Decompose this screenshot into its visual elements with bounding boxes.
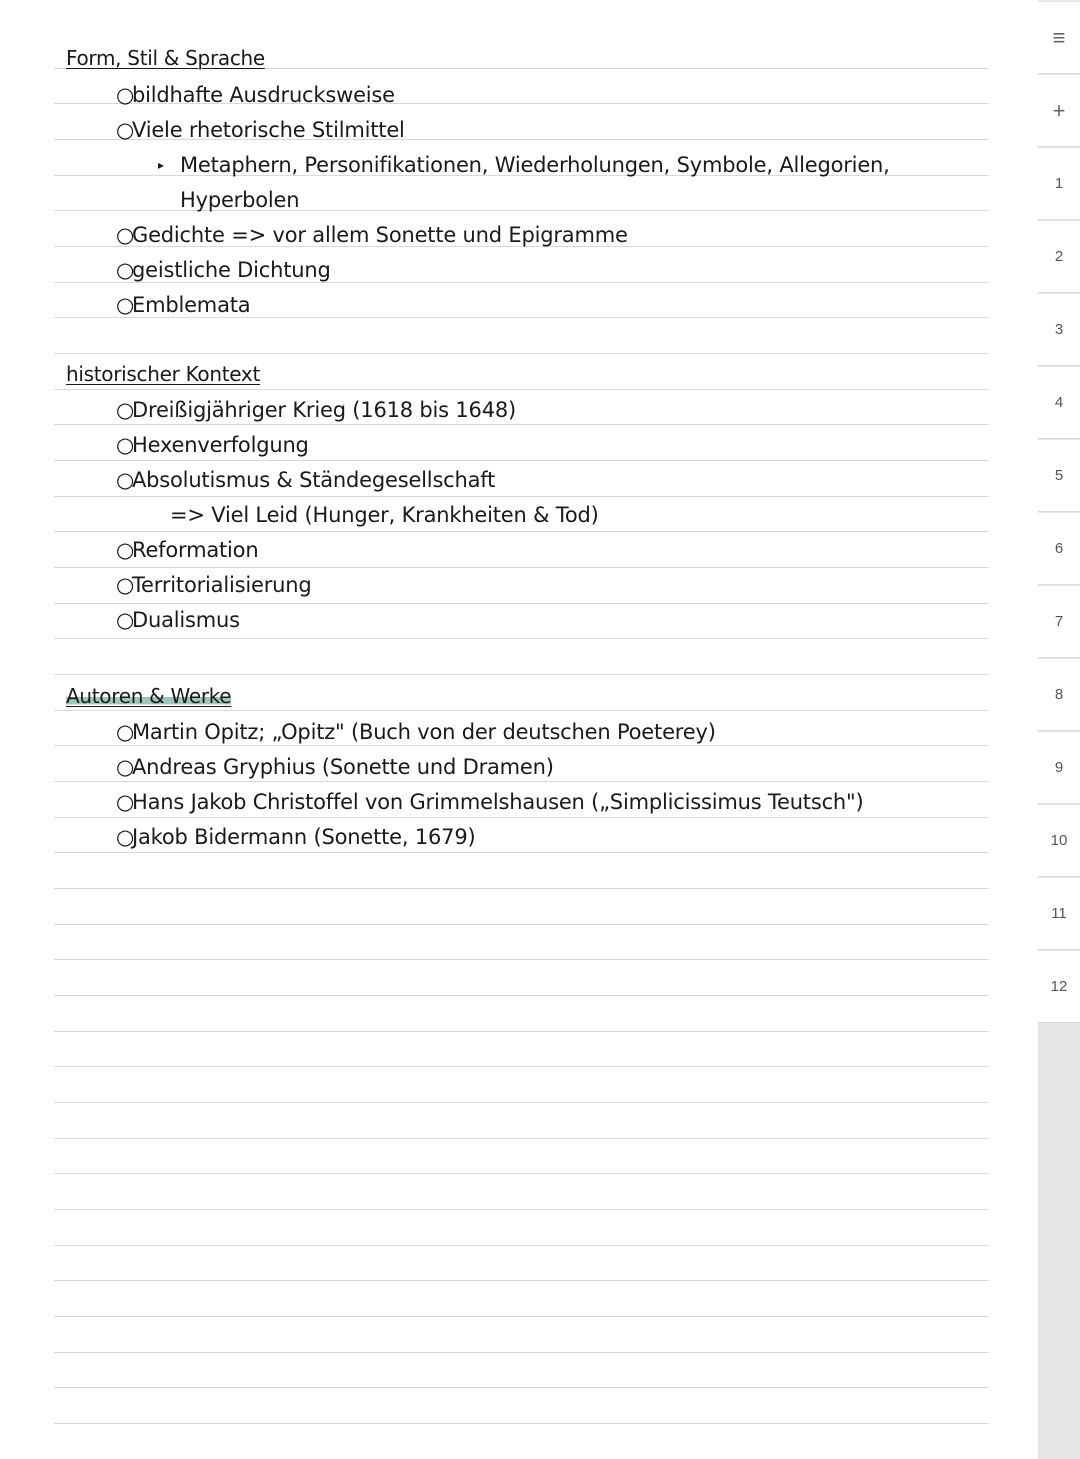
page-tab-1[interactable]: 1 [1038,148,1080,220]
ruled-line [54,389,989,390]
ruled-line [54,888,989,889]
ruled-line [54,603,989,604]
ruled-line [54,567,989,568]
bullet-icon: ○ [116,825,135,849]
page-tab-10[interactable]: 10 [1038,805,1080,877]
list-item: ○Jakob Bidermann (Sonette, 1679) [116,825,476,849]
ruled-line [54,1102,989,1103]
list-item: ○Gedichte => vor allem Sonette und Epigramme [116,223,628,247]
ruled-line [54,638,989,639]
list-subitem: => Viel Leid (Hunger, Krankheiten & Tod) [170,503,599,527]
ruled-line [54,674,989,675]
bullet-icon: ○ [116,83,135,107]
triangle-bullet-icon: ▸ [158,158,164,172]
page-tab-9[interactable]: 9 [1038,732,1080,804]
bullet-icon: ○ [116,538,135,562]
section-heading-form: Form, Stil & Sprache [66,46,265,70]
list-item: ○Martin Opitz; „Opitz" (Buch von der deutschen Poeterey) [116,720,716,744]
bullet-icon: ○ [116,293,135,317]
ruled-line [54,1031,989,1032]
list-item: ○Reformation [116,538,259,562]
page-tab-5[interactable]: 5 [1038,440,1080,512]
list-item: ○Dualismus [116,608,240,632]
bullet-icon: ○ [116,118,135,142]
page-tab-7[interactable]: 7 [1038,586,1080,658]
list-subitem-continuation: Hyperbolen [180,188,300,212]
bullet-icon: ○ [116,398,135,422]
ruled-line [54,1387,989,1388]
list-subitem: ▸ Metaphern, Personifikationen, Wiederholungen, Symbole, Allegorien, [158,153,890,177]
ruled-line [54,1352,989,1353]
section-heading-context: historischer Kontext [66,362,260,386]
ruled-line [54,995,989,996]
ruled-line [54,353,989,354]
list-item: ○Hexenverfolgung [116,433,309,457]
ruled-line [54,1173,989,1174]
bullet-icon: ○ [116,790,135,814]
ruled-line [54,1316,989,1317]
ruled-line [54,460,989,461]
page-tab-4[interactable]: 4 [1038,367,1080,439]
list-item: ○Absolutismus & Ständegesellschaft [116,468,496,492]
add-page-icon[interactable]: + [1038,75,1080,147]
page-sidebar [1038,0,1080,1459]
page-tab-11[interactable]: 11 [1038,878,1080,950]
ruled-line [54,496,989,497]
list-item: ○geistliche Dichtung [116,258,331,282]
bullet-icon: ○ [116,258,135,282]
ruled-line [54,959,989,960]
list-item: ○bildhafte Ausdrucksweise [116,83,395,107]
menu-icon[interactable]: ≡ [1038,2,1080,74]
ruled-line [54,817,989,818]
page-tab-8[interactable]: 8 [1038,659,1080,731]
page-tab-2[interactable]: 2 [1038,221,1080,293]
list-item: ○Andreas Gryphius (Sonette und Dramen) [116,755,554,779]
ruled-line [54,781,989,782]
ruled-line [54,745,989,746]
ruled-line [54,924,989,925]
bullet-icon: ○ [116,573,135,597]
list-item: ○Emblemata [116,293,251,317]
list-item: ○Dreißigjähriger Krieg (1618 bis 1648) [116,398,517,422]
page-tab-6[interactable]: 6 [1038,513,1080,585]
bullet-icon: ○ [116,223,135,247]
ruled-line [54,1066,989,1067]
page-tab-3[interactable]: 3 [1038,294,1080,366]
ruled-line [54,531,989,532]
ruled-line [54,1280,989,1281]
bullet-icon: ○ [116,468,135,492]
ruled-line [54,424,989,425]
list-item: ○Territorialisierung [116,573,312,597]
bullet-icon: ○ [116,433,135,457]
ruled-line [54,1423,989,1424]
bullet-icon: ○ [116,608,135,632]
ruled-line [54,710,989,711]
ruled-line [54,1245,989,1246]
ruled-line [54,1209,989,1210]
bullet-icon: ○ [116,755,135,779]
list-item: ○Viele rhetorische Stilmittel [116,118,405,142]
ruled-line [54,1138,989,1139]
page-tab-12[interactable]: 12 [1038,951,1080,1023]
bullet-icon: ○ [116,720,135,744]
section-heading-authors: Autoren & Werke [66,684,232,708]
list-item: ○Hans Jakob Christoffel von Grimmelshausen („Simplicissimus Teutsch") [116,790,864,814]
ruled-line [54,852,989,853]
